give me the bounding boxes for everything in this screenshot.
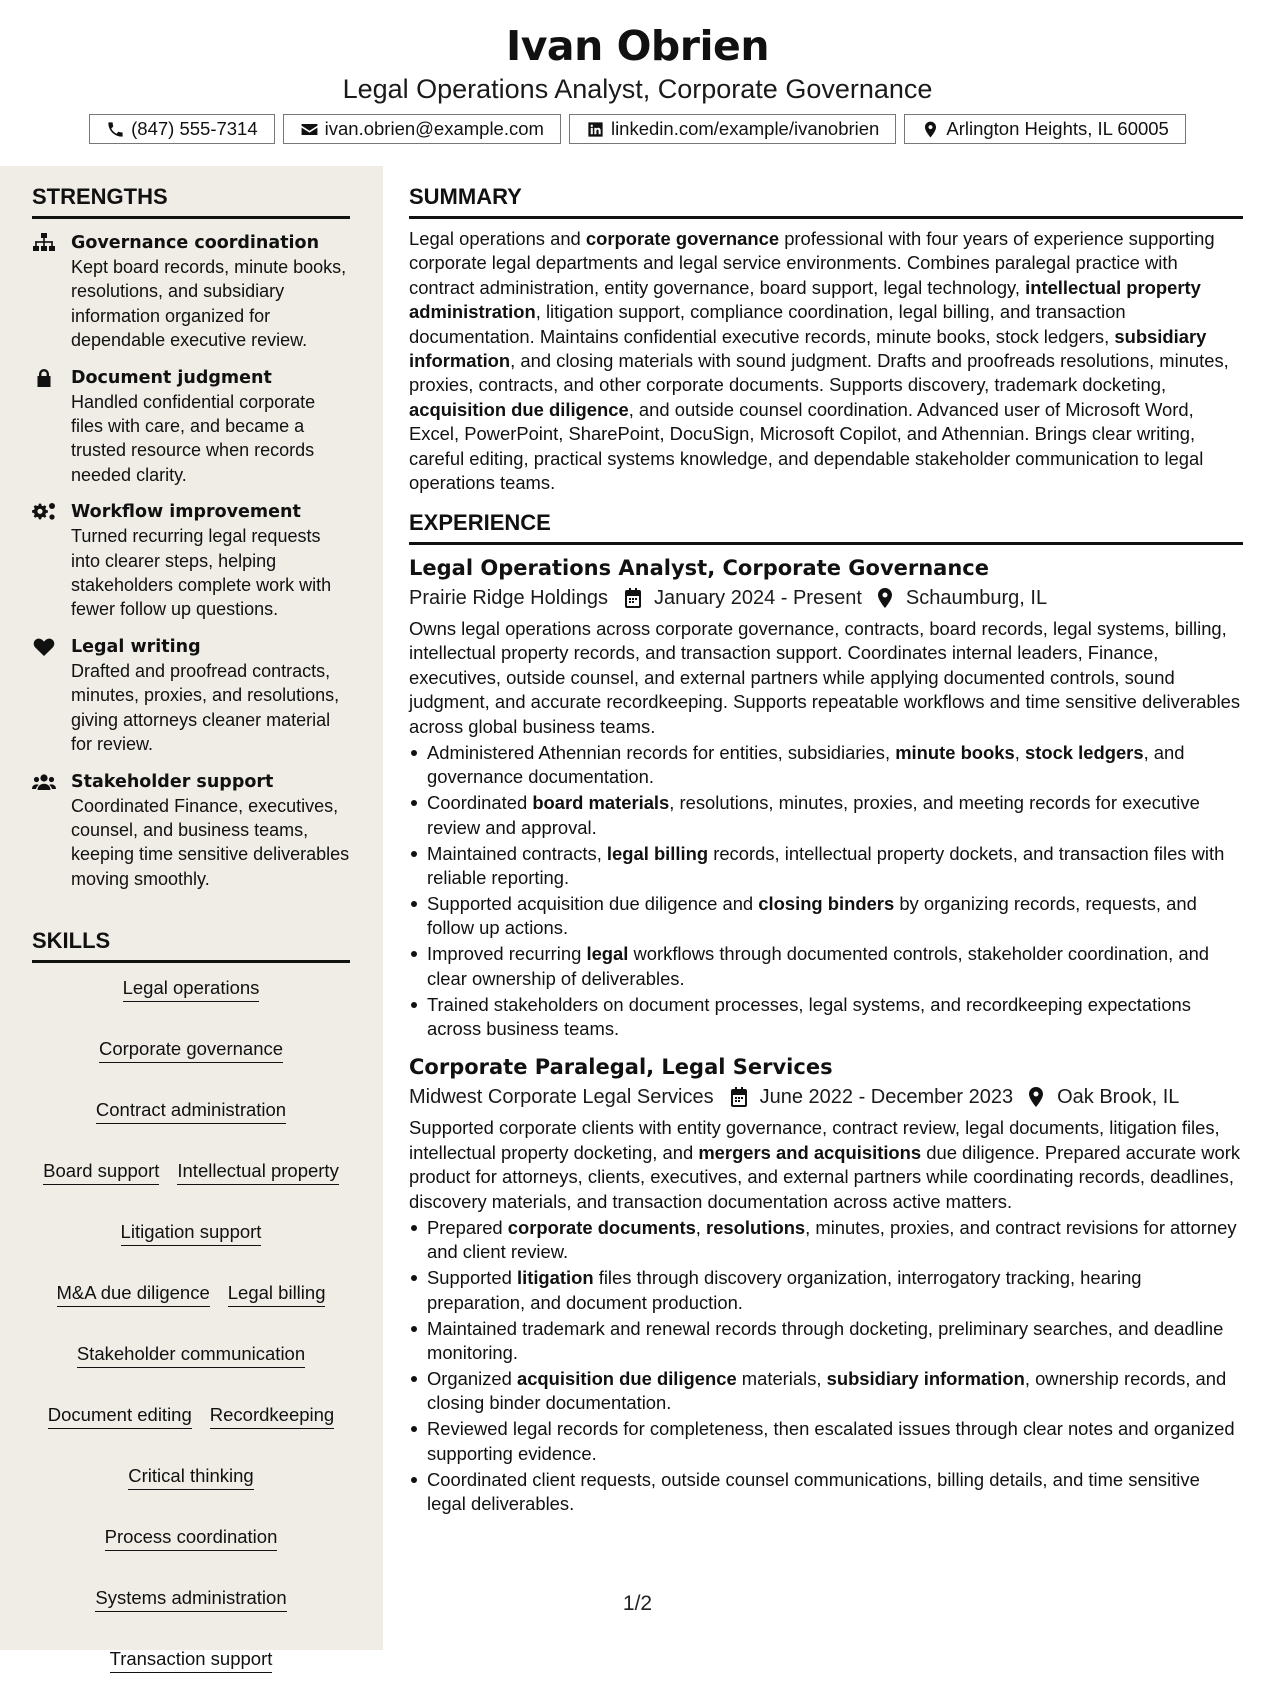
contact-email-text: ivan.obrien@example.com: [324, 118, 544, 139]
emphasis-text: subsidiary information: [826, 1367, 1025, 1389]
text-run: Supported: [427, 1267, 517, 1289]
job-location: Schaumburg, IL: [905, 587, 1048, 609]
skill-tag: Contract administration: [96, 1097, 286, 1124]
strength-desc: Turned recurring legal requests into clearer steps, helping stakeholders complete work with fewer follow up questions.: [71, 526, 332, 620]
text-run: records, intellectual property dockets, and transaction files with reliable reporting.: [427, 842, 1225, 889]
emphasis-text: acquisition due diligence: [409, 398, 629, 420]
text-run: Administered Athennian records for entities, subsidiaries,: [427, 742, 896, 764]
map-pin-icon: [876, 588, 894, 608]
bullet-item: [409, 791, 1243, 840]
envelope-icon: [300, 120, 319, 139]
text-run: Supported acquisition due diligence and: [427, 892, 759, 914]
text-run: , and governance documentation.: [427, 742, 1185, 788]
contact-email[interactable]: [283, 114, 561, 144]
map-pin-icon: [921, 120, 940, 139]
text-run: , and closing materials with sound judgment. Drafts and proofreads resolutions, minutes, proxies, contracts, and other corporate documents. Supports discovery, trademark docketing,: [409, 350, 1229, 396]
emphasis-text: stock ledgers: [1024, 742, 1144, 764]
job-company: Midwest Corporate Legal Services: [409, 1086, 714, 1109]
bullet-item: [409, 892, 1243, 941]
skill-tag: Stakeholder communication: [77, 1341, 305, 1368]
summary-heading: SUMMARY: [409, 184, 1243, 219]
job-entry: [409, 1052, 1243, 1516]
bullet-item: [409, 1367, 1243, 1416]
candidate-name: Ivan Obrien: [505, 22, 770, 70]
emphasis-text: legal: [586, 943, 629, 965]
contact-location: [904, 114, 1186, 144]
contact-bar: [0, 114, 1275, 144]
bullet-item: [409, 842, 1243, 891]
job-title: Corporate Paralegal, Legal Services: [409, 1055, 833, 1080]
strength-item: [32, 635, 350, 757]
text-run: , minutes, proxies, and contract revisions for attorney and client review.: [427, 1217, 1237, 1263]
linkedin-icon: [586, 120, 605, 139]
heart-icon: [32, 637, 56, 657]
skill-tag: Legal billing: [228, 1280, 326, 1307]
calendar-icon: [624, 588, 642, 608]
skill-tag: Transaction support: [110, 1646, 273, 1673]
text-run: Prepared: [427, 1217, 508, 1239]
text-run: Coordinated client requests, outside counsel communications, billing details, and time sensitive legal deliverables.: [427, 1468, 1200, 1514]
text-run: due diligence. Prepared accurate work product for attorneys, clients, executives, and external partners while coordinating records, deadlines, discovery materials, and transaction documentation across active matters.: [409, 1141, 1241, 1212]
emphasis-text: legal billing: [606, 842, 709, 864]
emphasis-text: acquisition due diligence: [516, 1367, 737, 1389]
skill-tag: Intellectual property: [177, 1158, 338, 1185]
sidebar: [0, 166, 383, 1669]
skill-tag: Board support: [43, 1158, 159, 1185]
job-location: Oak Brook, IL: [1057, 1086, 1180, 1109]
strength-desc: Kept board records, minute books, resolutions, and subsidiary information organized for dependable executive review.: [71, 257, 347, 351]
bullet-item: [409, 741, 1243, 790]
text-run: materials,: [736, 1367, 827, 1389]
skill-tag: M&A due diligence: [57, 1280, 210, 1307]
contact-linkedin-text: linkedin.com/example/ivanobrien: [610, 118, 880, 139]
job-entry: [409, 553, 1243, 1041]
main-content: [383, 166, 1275, 1650]
experience-section: [409, 510, 1243, 1518]
text-run: , ownership records, and closing binder documentation.: [427, 1367, 1227, 1414]
strength-title: Workflow improvement: [71, 502, 301, 523]
skills-section: [32, 928, 350, 1690]
emphasis-text: corporate governance: [585, 228, 780, 249]
summary-section: [409, 184, 1243, 495]
skill-tag: Systems administration: [95, 1585, 286, 1612]
text-run: , resolutions, minutes, proxies, and meeting records for executive review and approval.: [427, 792, 1200, 838]
emphasis-text: mergers and acquisitions: [698, 1141, 922, 1163]
emphasis-text: litigation: [516, 1267, 594, 1289]
text-run: Supported corporate clients with entity governance, contract review, legal documents, litigation files, intellectual property docketing, and: [409, 1117, 1220, 1163]
skill-tag: Process coordination: [105, 1524, 278, 1551]
skill-tag: Document editing: [48, 1402, 192, 1429]
text-run: Legal operations and: [409, 228, 586, 249]
text-run: Reviewed legal records for completeness, then escalated issues through clear notes and organized supporting evidence.: [427, 1418, 1235, 1464]
emphasis-text: subsidiary information: [409, 325, 1207, 372]
text-run: Organized: [427, 1367, 517, 1389]
text-run: , litigation support, compliance coordination, legal billing, and transaction documentation. Maintains confidential executive records, minute books, stock ledgers,: [409, 301, 1126, 347]
text-run: Trained stakeholders on document processes, legal systems, and recordkeeping expectations across business teams.: [427, 993, 1191, 1039]
users-icon: [32, 772, 56, 792]
text-run: Maintained trademark and renewal records through docketing, preliminary searches, and deadline monitoring.: [427, 1317, 1224, 1364]
text-run: ,: [695, 1217, 707, 1239]
page-number: 1/2: [622, 1592, 653, 1615]
strength-title: Document judgment: [71, 367, 272, 388]
text-run: by organizing records, requests, and follow up actions.: [427, 892, 1197, 939]
strength-desc: Coordinated Finance, executives, counsel, and business teams, keeping time sensitive deliverables moving smoothly.: [71, 795, 350, 889]
bullet-item: [409, 1266, 1243, 1315]
job-title: Legal Operations Analyst, Corporate Governance: [409, 556, 989, 580]
bullet-item: [409, 1317, 1243, 1366]
text-run: Improved recurring: [427, 943, 587, 965]
strengths-heading: STRENGTHS: [32, 184, 350, 219]
skill-tag: Litigation support: [121, 1219, 262, 1246]
job-dates: June 2022 - December 2023: [759, 1086, 1014, 1109]
text-run: professional with four years of experience supporting corporate legal departments and legal service environments. Combines paralegal practice with contract administration, entity governance, board support, legal technology,: [409, 228, 1215, 298]
job-description: Owns legal operations across corporate governance, contracts, board records, legal systems, billing, intellectual property records, and transaction support. Coordinates internal leaders, Finance, executives, outside counsel, and external partners while applying documented controls, sound judgment, and accurate recordkeeping. Supports repeatable workflows and time sensitive deliverables across global business teams.: [409, 618, 1241, 737]
text-run: Coordinated: [427, 792, 533, 814]
job-dates: January 2024 - Present: [653, 587, 862, 609]
emphasis-text: closing binders: [758, 892, 895, 914]
emphasis-text: corporate documents: [507, 1217, 696, 1239]
summary-text: [409, 227, 1243, 495]
strength-title: Legal writing: [71, 636, 201, 657]
skills-list: [32, 975, 350, 1690]
skill-tag: Recordkeeping: [210, 1402, 334, 1429]
job-meta: [409, 583, 1243, 613]
strength-item: [32, 500, 350, 622]
strength-item: [32, 231, 350, 353]
contact-linkedin[interactable]: [569, 114, 896, 144]
bullet-item: [409, 1468, 1243, 1517]
emphasis-text: resolutions: [706, 1217, 806, 1239]
strength-item: [32, 770, 350, 892]
skill-tag: Corporate governance: [99, 1036, 283, 1063]
strength-title: Stakeholder support: [71, 771, 274, 792]
gears-icon: [32, 502, 56, 522]
strength-desc: Drafted and proofread contracts, minutes, proxies, and resolutions, giving attorneys cleaner material for review.: [71, 660, 340, 755]
strength-title: Governance coordination: [71, 233, 320, 253]
job-bullets: [409, 1216, 1243, 1516]
bullet-item: [409, 942, 1243, 991]
experience-heading: EXPERIENCE: [409, 510, 1243, 545]
job-company: Prairie Ridge Holdings: [409, 587, 608, 609]
skill-tag: Critical thinking: [128, 1463, 253, 1490]
emphasis-text: intellectual property administration: [409, 276, 1201, 323]
bullet-item: [409, 993, 1243, 1042]
text-run: , and outside counsel coordination. Advanced user of Microsoft Word, Excel, PowerPoint, SharePoint, DocuSign, Microsoft Copilot, and Athennian. Brings clear writing, careful editing, practical systems knowledge, and dependable stakeholder communication to legal operations teams.: [409, 398, 1204, 494]
job-bullets: [409, 741, 1243, 1041]
contact-location-text: Arlington Heights, IL 60005: [946, 118, 1169, 139]
sitemap-icon: [32, 233, 56, 253]
strength-item: [32, 366, 350, 488]
text-run: ,: [1014, 742, 1025, 764]
contact-phone[interactable]: [89, 114, 275, 144]
skills-heading: SKILLS: [32, 928, 350, 963]
map-pin-icon: [1027, 1087, 1045, 1107]
job-description: [409, 1116, 1243, 1214]
calendar-icon: [730, 1087, 748, 1107]
contact-phone-text: (847) 555-7314: [131, 118, 258, 139]
skill-tag: Legal operations: [123, 975, 260, 1002]
candidate-headline: Legal Operations Analyst, Corporate Governance: [342, 74, 933, 104]
strengths-list: [32, 231, 350, 891]
text-run: Maintained contracts,: [427, 842, 607, 864]
strength-desc: Handled confidential corporate files with care, and became a trusted resource when records needed clarity.: [71, 391, 316, 485]
emphasis-text: board materials: [532, 792, 670, 814]
job-meta: [409, 1082, 1243, 1112]
emphasis-text: minute books: [895, 742, 1015, 764]
text-run: files through discovery organization, interrogatory tracking, hearing preparation, and document production.: [427, 1267, 1142, 1313]
strengths-section: [32, 184, 350, 891]
phone-icon: [106, 120, 125, 139]
bullet-item: [409, 1216, 1243, 1265]
text-run: workflows through documented controls, stakeholder coordination, and clear ownership of deliverables.: [427, 943, 1210, 989]
lock-icon: [32, 368, 56, 388]
resume-header: [0, 0, 1275, 166]
bullet-item: [409, 1417, 1243, 1466]
